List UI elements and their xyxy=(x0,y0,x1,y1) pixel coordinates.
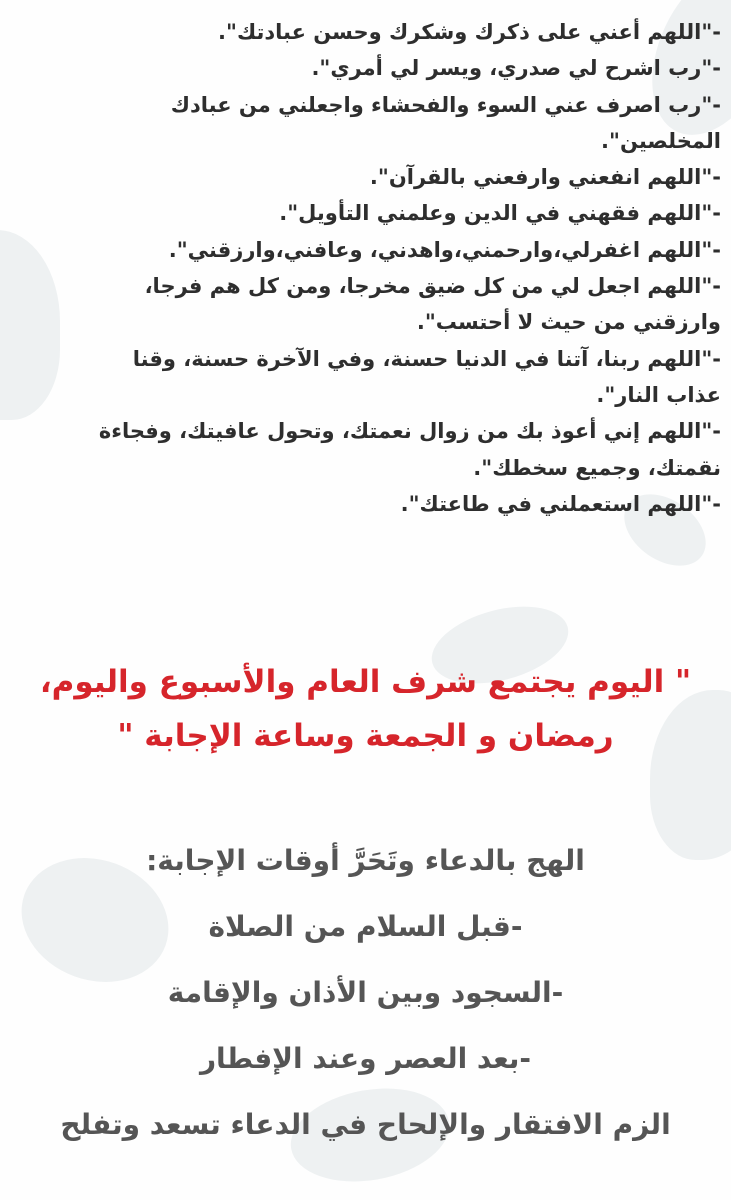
dua-item: -"اللهم استعملني في طاعتك". xyxy=(400,491,721,516)
answer-time-item: -قبل السلام من الصلاة xyxy=(208,910,523,943)
answer-time-item: -بعد العصر وعند الإفطار xyxy=(199,1042,532,1075)
dua-item: -"اللهم انفعني وارفعني بالقرآن". xyxy=(369,165,721,190)
headline-line-1: " اليوم يجتمع شرف العام والأسبوع واليوم، xyxy=(39,664,692,700)
dua-list xyxy=(96,14,721,522)
dua-item: -"اللهم إني أعوذ بك من زوال نعمتك، وتحول عافيتك، وفجاءة نقمتك، وجميع سخطك". xyxy=(98,419,721,480)
headline xyxy=(0,655,731,763)
background-blob xyxy=(0,230,60,420)
dua-item: -"اللهم ربنا، آتنا في الدنيا حسنة، وفي الآخرة حسنة، وقنا عذاب النار". xyxy=(132,346,721,407)
dua-item: -"رب اشرح لي صدري، ويسر لي أمري". xyxy=(311,56,721,81)
headline-line-2: رمضان و الجمعة وساعة الإجابة " xyxy=(117,718,614,754)
answer-times xyxy=(0,828,731,1158)
dua-item: -"اللهم فقهني في الدين وعلمني التأويل". xyxy=(279,201,721,226)
answer-times-closing: الزم الافتقار والإلحاح في الدعاء تسعد وتفلح xyxy=(60,1108,671,1141)
dua-item: -"اللهم أعني على ذكرك وشكرك وحسن عبادتك". xyxy=(218,20,721,44)
answer-time-item: -السجود وبين الأذان والإقامة xyxy=(167,976,564,1009)
dua-item: -"رب اصرف عني السوء والفحشاء واجعلني من عبادك المخلصين". xyxy=(170,92,721,153)
dua-item: -"اللهم اجعل لي من كل ضيق مخرجا، ومن كل هم فرجا، وارزقني من حيث لا أحتسب". xyxy=(144,274,721,335)
dua-item: -"اللهم اغفرلي،وارحمني،واهدني، وعافني،وارزقني". xyxy=(168,237,721,262)
answer-times-intro: الهج بالدعاء وتَحَرَّ أوقات الإجابة: xyxy=(146,844,585,877)
